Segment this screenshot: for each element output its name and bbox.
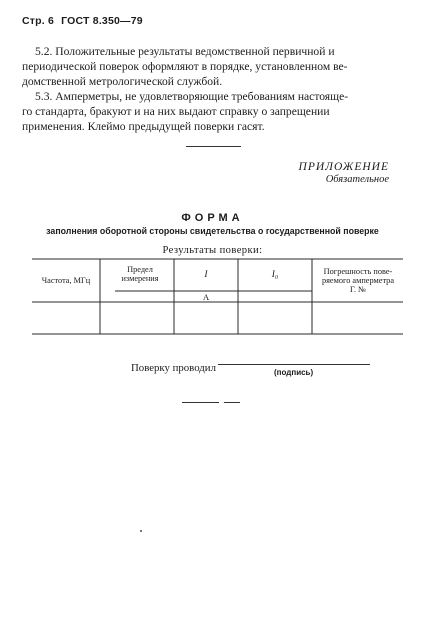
paragraph-5-3-line-2: го стандарта, бракуют и на них выдают справку о запрещении [22, 105, 330, 118]
unit-cell: А [202, 292, 210, 302]
appendix-title: ПРИЛОЖЕНИЕ [298, 161, 389, 173]
page-speck [140, 530, 142, 532]
header-error: Погрешность пове- ряемого амперметра [321, 267, 395, 285]
page-number: Стр. 6 [22, 15, 55, 27]
appendix-subtitle: Обязательное [325, 174, 389, 185]
end-rule-right [224, 402, 240, 403]
form-title: ФОРМА [181, 212, 244, 224]
header-i: I [204, 270, 208, 280]
header-frequency: Частота, МГц [41, 276, 91, 285]
paragraph-5-2-line-1: 5.2. Положительные результаты ведомственной первичной и [35, 45, 335, 58]
form-subtitle: заполнения оборотной стороны свидетельства о государственной поверке [46, 226, 379, 236]
paragraph-5-3-line-1: 5.3. Амперметры, не удовлетворяющие требованиям настояще- [35, 90, 349, 103]
standard-number: ГОСТ 8.350—79 [61, 15, 143, 27]
signature-line [218, 364, 370, 365]
signature-caption: (подпись) [274, 368, 314, 377]
paragraph-5-2-line-3: домственной метрологической службой. [22, 75, 223, 88]
end-rule-left [182, 402, 219, 403]
signature-label: Поверку проводил [131, 362, 216, 374]
results-title: Результаты поверки: [162, 245, 263, 256]
header-error-number: Г. № [350, 285, 366, 294]
header-i0: I₀ [271, 270, 279, 280]
header-limit: Предел измерения [121, 265, 159, 283]
paragraph-5-3-line-3: применения. Клеймо предыдущей поверки гасят. [22, 120, 265, 133]
paragraph-5-2-line-2: периодической поверок оформляют в порядке, установленном ве- [22, 60, 348, 73]
